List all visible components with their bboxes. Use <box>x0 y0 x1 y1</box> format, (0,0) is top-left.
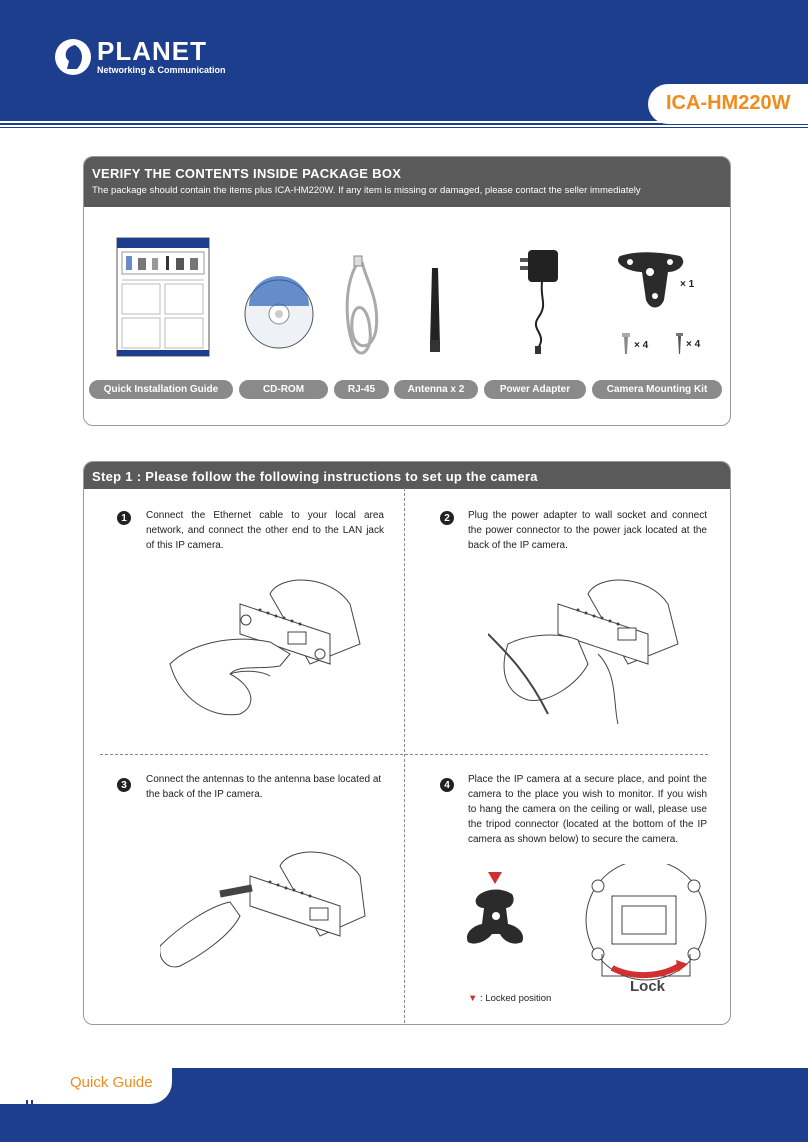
item-label-rj45: RJ-45 <box>334 380 389 399</box>
cd-rom-image <box>245 276 313 348</box>
step1-illustration <box>160 574 370 724</box>
row-divider <box>100 754 708 755</box>
antenna-image <box>430 268 440 352</box>
brand-subtitle: Networking & Communication <box>97 65 226 75</box>
lock-label: Lock <box>630 978 666 995</box>
step1-header <box>84 462 730 489</box>
package-illustrations <box>0 0 808 430</box>
step3-illustration <box>160 846 380 996</box>
step-text-4: Place the IP camera at a secure place, and point the camera to the place you wish to monitor. If you wish to hang the camera on the ceiling or wall, please use the tripod connector (located at the bottom of the IP camera as shown below) to secure the camera. <box>468 774 707 845</box>
item-label-power-adapter: Power Adapter <box>484 380 586 399</box>
footer-stripes <box>26 1100 38 1142</box>
item-label-quick-guide: Quick Installation Guide <box>89 380 233 399</box>
mount-quantity: × 1 <box>680 279 695 290</box>
tripod-bracket-image <box>467 890 523 944</box>
locked-legend-text: : Locked position <box>477 993 552 1004</box>
screw-quantity-2: × 4 <box>686 339 701 350</box>
brand-name: PLANET <box>97 36 207 66</box>
locked-position-legend <box>468 993 551 1004</box>
power-adapter-image <box>520 250 558 354</box>
screw-quantity-1: × 4 <box>634 340 649 351</box>
step-text-1: Connect the Ethernet cable to your local area network, and connect the other end to the LAN jack of this IP camera. <box>146 510 384 551</box>
quick-guide-tab <box>0 1068 172 1104</box>
item-label-mounting-kit: Camera Mounting Kit <box>592 380 722 399</box>
mounting-bracket-image <box>618 252 683 307</box>
screw-image-2 <box>676 333 683 354</box>
step-number-4: 4 <box>440 778 454 792</box>
locked-position-marker <box>488 872 502 884</box>
step2-illustration <box>488 574 698 734</box>
step4-illustration <box>462 864 712 994</box>
screw-image-1 <box>622 333 630 354</box>
package-subtitle: The package should contain the items plus ICA-HM220W. If any item is missing or damaged, please contact the seller immediately <box>92 185 641 196</box>
quick-guide-booklet-image <box>117 238 209 356</box>
quick-guide-label: Quick Guide <box>70 1074 153 1091</box>
step-text-3: Connect the antennas to the antenna base located at the back of the IP camera. <box>146 774 382 800</box>
step-number-3: 3 <box>117 778 131 792</box>
step-text-2: Plug the power adapter to wall socket and connect the power connector to the power jack located at the back of the IP camera. <box>468 510 707 551</box>
item-label-cd-rom: CD-ROM <box>239 380 328 399</box>
camera-bottom-image <box>586 864 706 980</box>
step-number-2: 2 <box>440 511 454 525</box>
package-title: VERIFY THE CONTENTS INSIDE PACKAGE BOX <box>92 166 402 181</box>
step1-title: Step 1 : Please follow the following instructions to set up the camera <box>92 469 538 484</box>
column-divider <box>404 488 405 1023</box>
step-number-1: 1 <box>117 511 131 525</box>
locked-marker-symbol: ▼ <box>468 993 478 1004</box>
item-label-antenna: Antenna x 2 <box>394 380 478 399</box>
rj45-cable-image <box>347 256 377 353</box>
model-name: ICA-HM220W <box>666 92 791 114</box>
